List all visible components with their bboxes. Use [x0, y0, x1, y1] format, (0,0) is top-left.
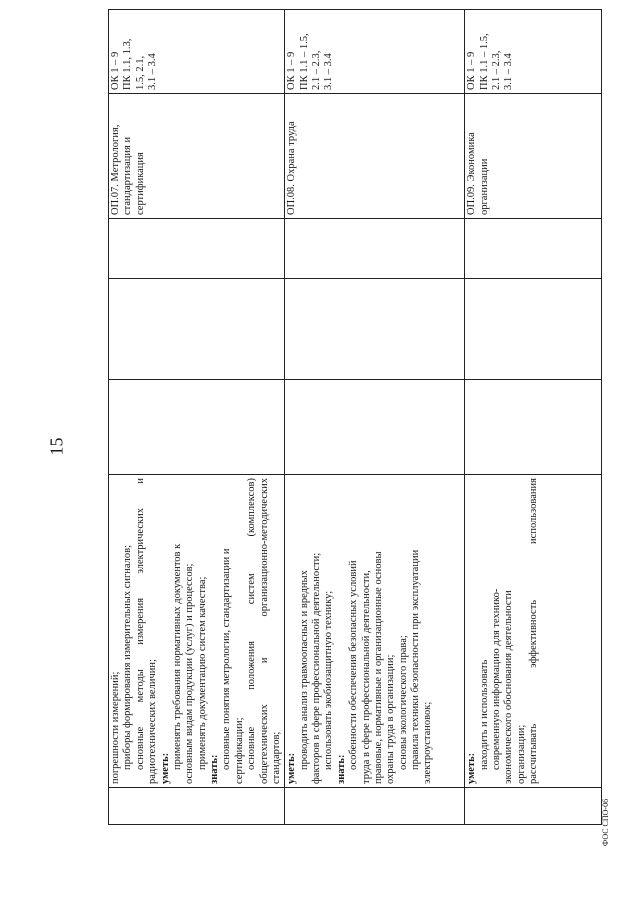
- requirement-line: правовые, нормативные и организационные основы: [372, 551, 384, 784]
- empty-cell: [465, 219, 602, 279]
- empty-cell: [285, 219, 465, 279]
- competency-line: ПК 1.1, 1.3,: [122, 38, 134, 90]
- requirement-line: стандартов;: [270, 731, 282, 784]
- word: общетехнических: [258, 704, 270, 784]
- word: и: [258, 657, 270, 664]
- requirements-cell: [109, 475, 285, 788]
- word: организационно-методических: [258, 478, 270, 617]
- competency-line: ПК 1.1 – 1.5,: [298, 33, 310, 90]
- empty-cell: [285, 788, 465, 825]
- discipline-cell: ОП.08. Охрана труда: [285, 94, 465, 219]
- requirement-line: проводить анализ травмоопасных и вредных: [298, 570, 310, 770]
- requirement-line: [135, 478, 147, 784]
- requirement-line: находить и использовать: [478, 659, 490, 770]
- word: рассчитывать: [528, 723, 540, 784]
- requirement-line: уметь:: [466, 752, 478, 784]
- competency-line: ОК 1 – 9: [466, 51, 478, 90]
- footer-code: ФОС СПО-06: [601, 798, 611, 847]
- empty-cell: [109, 380, 285, 475]
- requirements-cell: [465, 475, 602, 788]
- competency-line: 3.1 – 3.4: [323, 53, 335, 90]
- competencies-cell: [465, 10, 602, 94]
- requirement-line: погрешности измерений;: [110, 671, 121, 784]
- empty-cell: [109, 788, 285, 825]
- empty-cell: [109, 279, 285, 380]
- requirement-line: использовать экобиозащитную технику;: [323, 590, 335, 770]
- empty-cell: [285, 279, 465, 380]
- requirement-line: современную информацию для технико-: [491, 588, 502, 770]
- discipline-cell: ОП.07. Метрология, стандартизация и сертификация: [109, 94, 285, 219]
- requirement-line: уметь:: [286, 752, 298, 784]
- requirement-line: организации;: [515, 724, 527, 784]
- requirement-line: основные понятия метрологии, стандартизации и: [221, 548, 233, 770]
- word: измерения: [134, 597, 146, 645]
- requirement-line: применять требования нормативных документов к: [171, 543, 183, 770]
- competencies-cell: [109, 10, 285, 94]
- table-row: [285, 10, 465, 825]
- requirement-line: особенности обеспечения безопасных условий: [348, 560, 360, 770]
- requirement-line: знать:: [209, 754, 220, 784]
- word: (комплексов): [246, 478, 258, 537]
- requirement-line: [528, 478, 540, 784]
- competency-table: [108, 9, 602, 825]
- discipline-cell: ОП.09. Экономика организации: [465, 94, 602, 219]
- empty-cell: [465, 788, 602, 825]
- page-number: 15: [46, 437, 67, 456]
- requirement-line: экономического обоснования деятельности: [503, 590, 515, 784]
- rotated-page: [108, 10, 590, 825]
- competency-line: 2.1 – 2.3,: [311, 50, 322, 90]
- empty-cell: [285, 380, 465, 475]
- word: основные: [246, 726, 258, 770]
- word: основные: [134, 726, 146, 770]
- requirement-line: уметь:: [159, 752, 171, 784]
- competency-line: ПК 1.1 – 1.5,: [478, 33, 490, 90]
- word: методы: [134, 669, 146, 703]
- word: использования: [528, 478, 540, 544]
- competency-line: 3.1 – 3.4: [147, 53, 159, 90]
- requirement-line: электроустановок;: [422, 701, 434, 784]
- word: положения: [246, 641, 258, 690]
- requirement-line: [259, 478, 271, 784]
- requirements-cell: [285, 475, 465, 788]
- requirement-line: применять документацию систем качества;: [196, 576, 208, 770]
- requirement-line: [246, 478, 258, 784]
- table-row: [465, 10, 602, 825]
- competency-line: 2.1 – 2.3,: [491, 50, 502, 90]
- word: и: [134, 478, 146, 484]
- requirement-line: охраны труда в организации;: [385, 654, 397, 784]
- empty-cell: [465, 380, 602, 475]
- requirement-line: сертификации;: [233, 717, 245, 784]
- requirement-line: правила техники безопасности при эксплуатации: [410, 549, 421, 770]
- competency-line: ОК 1 – 9: [110, 51, 121, 90]
- word: эффективность: [528, 599, 540, 668]
- requirement-line: труда в сфере профессиональной деятельности,: [360, 570, 372, 784]
- competencies-cell: [285, 10, 465, 94]
- requirement-line: основным видам продукции (услуг) и процессов;: [184, 563, 196, 784]
- requirement-line: приборы формирования измерительных сигналов;: [122, 544, 134, 770]
- competency-line: 1.5, 2.1,: [134, 55, 146, 90]
- empty-cell: [465, 279, 602, 380]
- table-row: [109, 10, 285, 825]
- competency-line: ОК 1 – 9: [286, 51, 298, 90]
- requirement-line: радиотехнических величин;: [147, 659, 159, 784]
- requirement-line: основы экологического права;: [397, 635, 409, 770]
- word: электрических: [134, 508, 146, 574]
- requirement-line: факторов в сфере профессиональной деятельности;: [311, 552, 322, 784]
- requirement-line: знать:: [335, 754, 347, 784]
- empty-cell: [109, 219, 285, 279]
- word: систем: [246, 573, 258, 605]
- competency-line: 3.1 – 3.4: [503, 53, 515, 90]
